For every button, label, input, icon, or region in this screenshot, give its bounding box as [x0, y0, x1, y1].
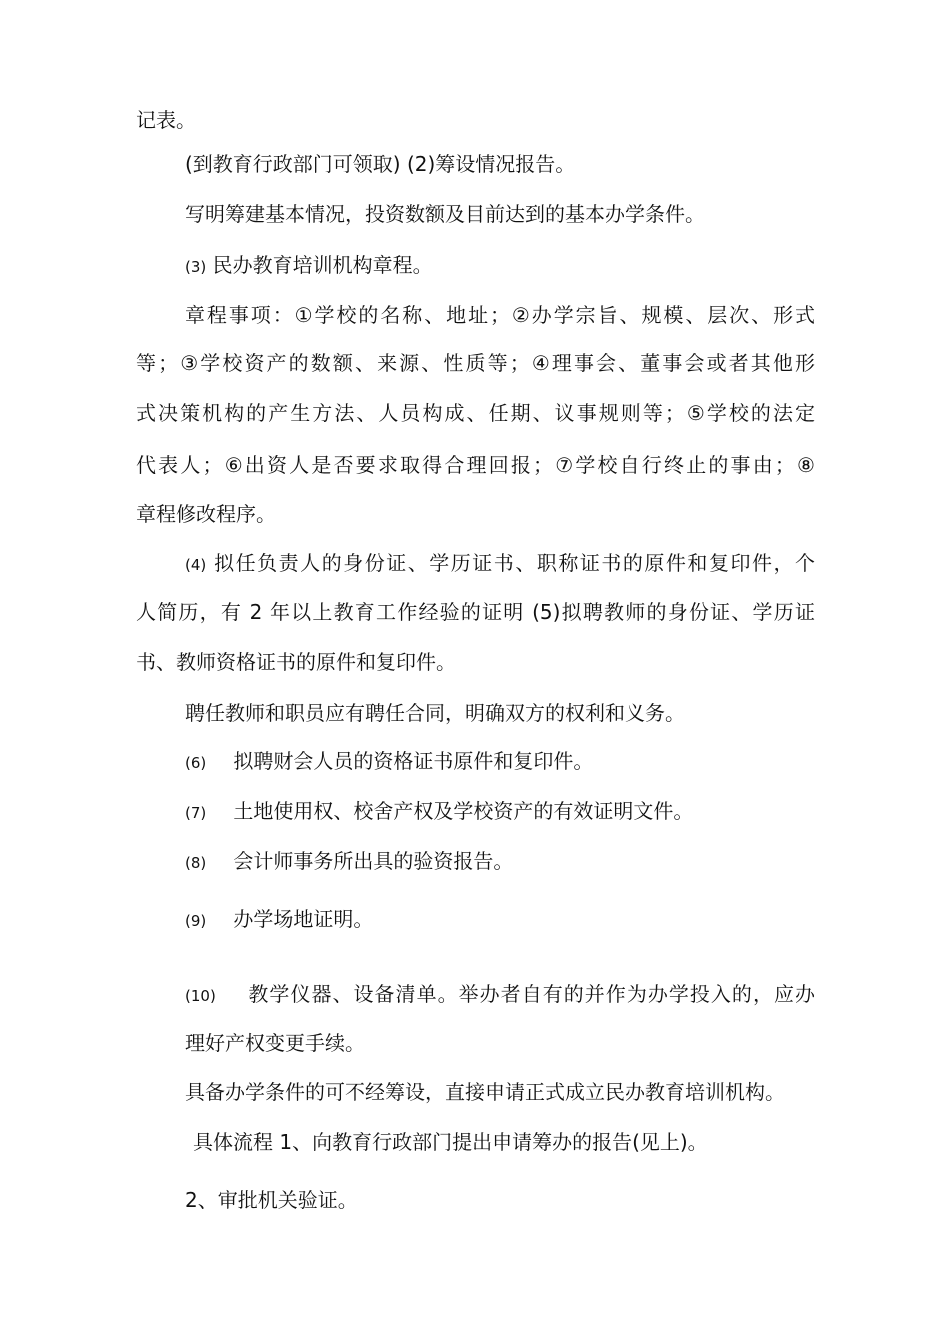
text-line: 人简历，有 2 年以上教育工作经验的证明 (5)拟聘教师的身份证、学历证: [136, 600, 815, 624]
text-line: 写明筹建基本情况，投资数额及目前达到的基本办学条件。: [185, 202, 705, 226]
item-number: (9): [185, 912, 207, 930]
item-number: (10): [185, 987, 216, 1005]
item-text: 土地使用权、校舍产权及学校资产的有效证明文件。: [233, 799, 694, 823]
list-item: [185, 905, 373, 935]
item-text: 拟任负责人的身份证、学历证书、职称证书的原件和复印件，个: [214, 551, 816, 575]
item-number: (6): [185, 754, 207, 772]
item-number: (3): [185, 258, 207, 276]
text-line: 代表人；⑥出资人是否要求取得合理回报；⑦学校自行终止的事由；⑧: [136, 453, 815, 477]
item-text: 拟聘财会人员的资格证书原件和复印件。: [233, 749, 594, 773]
item-text: 办学场地证明。: [233, 907, 374, 931]
item-text: 民办教育培训机构章程。: [212, 253, 433, 277]
text-line: (到教育行政部门可领取) (2)筹设情况报告。: [185, 152, 576, 176]
list-item: [185, 847, 513, 877]
text-line: 记表。: [136, 108, 196, 132]
text-line: 2、审批机关验证。: [185, 1188, 358, 1212]
text-line: 聘任教师和职员应有聘任合同，明确双方的权利和义务。: [185, 701, 685, 725]
item-number: (8): [185, 854, 207, 872]
item-text: 教学仪器、设备清单。举办者自有的并作为办学投入的，应办: [248, 982, 816, 1006]
text-line: 理好产权变更手续。: [185, 1031, 365, 1055]
list-item: [185, 747, 593, 777]
text-line: 章程事项：①学校的名称、地址；②办学宗旨、规模、层次、形式: [185, 303, 815, 327]
text-line: 章程修改程序。: [136, 502, 276, 526]
list-item: [185, 549, 815, 579]
list-item: [185, 797, 693, 827]
item-number: (7): [185, 804, 207, 822]
list-item: [185, 251, 433, 281]
item-number: (4): [185, 556, 207, 574]
text-line: 具体流程 1、向教育行政部门提出申请筹办的报告(见上)。: [193, 1130, 708, 1154]
text-line: 具备办学条件的可不经筹设，直接申请正式成立民办教育培训机构。: [185, 1080, 785, 1104]
list-item: [185, 980, 815, 1010]
text-line: 式决策机构的产生方法、人员构成、任期、议事规则等；⑤学校的法定: [136, 401, 815, 425]
item-text: 会计师事务所出具的验资报告。: [233, 849, 514, 873]
text-line: 等；③学校资产的数额、来源、性质等；④理事会、董事会或者其他形: [136, 351, 815, 375]
text-line: 书、教师资格证书的原件和复印件。: [136, 650, 456, 674]
